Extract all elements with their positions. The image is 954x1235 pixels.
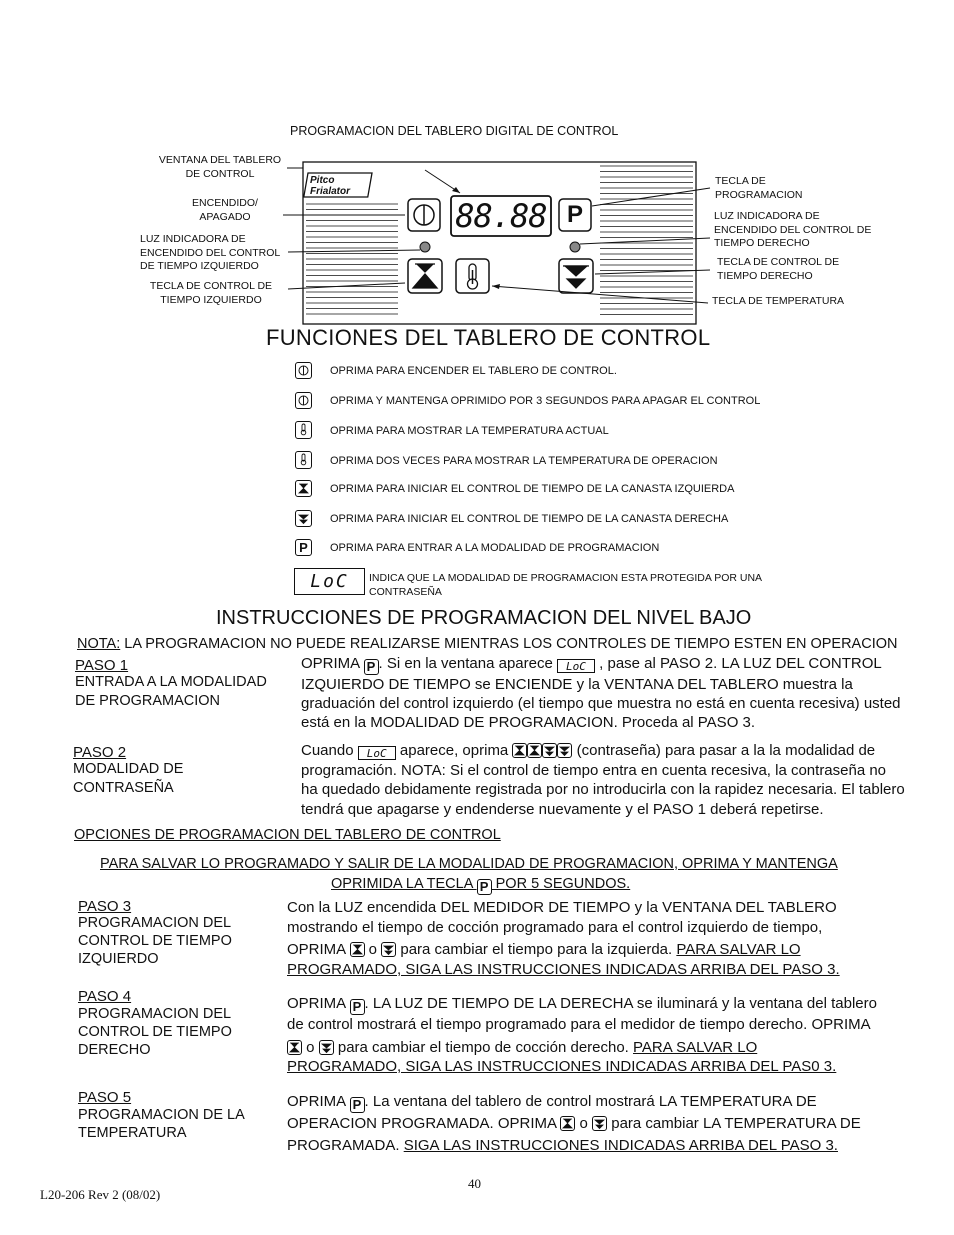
basket-right-icon bbox=[381, 942, 396, 957]
p-key-icon: P bbox=[364, 659, 379, 675]
label-temp: TECLA DE TEMPERATURA bbox=[712, 295, 845, 307]
basket-right-icon bbox=[295, 510, 312, 527]
paso1-label: PASO 1 bbox=[75, 657, 129, 674]
funcion-row: OPRIMA Y MANTENGA OPRIMIDO POR 3 SEGUNDOS PARA APAGAR EL CONTROL bbox=[295, 392, 312, 411]
paso4-label: PASO 4 bbox=[78, 988, 132, 1005]
label-luz-izq: LUZ INDICADORA DE ENCENDIDO DEL CONTROL DE TIEMPO IZQUIERDO bbox=[140, 233, 280, 272]
basket-left-icon bbox=[295, 480, 312, 497]
label-tecla-izq: TECLA DE CONTROL DE TIEMPO IZQUIERDO bbox=[149, 280, 273, 306]
funcion-row: OPRIMA PARA ENCENDER EL TABLERO DE CONTROL. bbox=[295, 362, 312, 382]
paso2-title: MODALIDAD DE CONTRASEÑA bbox=[73, 761, 184, 796]
brand-name: Pitco Frialator bbox=[310, 175, 351, 197]
loc-text: INDICA QUE LA MODALIDAD DE PROGRAMACION ESTA PROTEGIDA POR UNA CONTRASEÑA bbox=[369, 572, 762, 598]
basket-left-icon bbox=[287, 1040, 302, 1055]
loc-icon: LoC bbox=[557, 659, 595, 673]
label-luz-der: LUZ INDICADORA DE ENCENDIDO DEL CONTROL DE TIEMPO DERECHO bbox=[714, 210, 872, 249]
funcion-row: OPRIMA PARA MOSTRAR LA TEMPERATURA ACTUAL bbox=[295, 421, 312, 441]
salvar-line-2: OPRIMIDA LA TECLA P POR 5 SEGUNDOS. bbox=[331, 876, 631, 894]
paso2-label: PASO 2 bbox=[73, 744, 127, 761]
paso3-body: Con la LUZ encendida DEL MEDIDOR DE TIEMPO y la VENTANA DEL TABLERO mostrando el tiempo de cocción programado para el control izquierdo de tiempo, OPRIMA o para cambiar el tiempo para la izquierda. PARA SALVAR LO PROGRAMADO, SIGA LAS INSTRUCCIONES INDICADAS ARRIBA DEL PASO 3. bbox=[287, 899, 840, 978]
nota: NOTA: LA PROGRAMACION NO PUEDE REALIZARSE MIENTRAS LOS CONTROLES DE TIEMPO ESTEN EN OPERACION bbox=[77, 636, 898, 652]
basket-right-icon bbox=[557, 743, 572, 758]
instrucciones-heading: INSTRUCCIONES DE PROGRAMACION DEL NIVEL BAJO bbox=[216, 607, 752, 629]
label-ventana: VENTANA DEL TABLERO DE CONTROL bbox=[158, 154, 282, 180]
basket-left-icon bbox=[560, 1116, 575, 1131]
program-key-letter: P bbox=[566, 201, 583, 228]
paso5-label: PASO 5 bbox=[78, 1089, 132, 1106]
loc-icon: LoC bbox=[358, 746, 396, 760]
page-number: 40 bbox=[468, 1176, 481, 1191]
basket-right-icon bbox=[542, 743, 557, 758]
display-digits: 88.88 bbox=[455, 197, 547, 235]
paso5-body: OPRIMA P . La ventana del tablero de control mostrará LA TEMPERATURA DE OPERACION PROGRAMADA. OPRIMA o para cambiar LA TEMPERATURA DE PROGRAMADA. SIGA LAS INSTRUCCIONES INDICADAS ARRIBA DEL PASO 3. bbox=[287, 1093, 861, 1154]
p-key-icon: P bbox=[350, 999, 365, 1015]
funcion-row: OPRIMA PARA INICIAR EL CONTROL DE TIEMPO DE LA CANASTA DERECHA bbox=[295, 510, 312, 529]
funciones-heading: FUNCIONES DEL TABLERO DE CONTROL bbox=[266, 325, 711, 350]
paso4-body: OPRIMA P . LA LUZ DE TIEMPO DE LA DERECHA se iluminará y la ventana del tablero de control mostrará el tiempo programado para el medidor de tiempo derecho. OPRIMA o para cambiar el tiempo de cocción derecho. PARA SALVAR LO PROGRAMADO, SIGA LAS INSTRUCCIONES INDICADAS ARRIBA DEL PAS0 3. bbox=[287, 995, 877, 1075]
thermometer-icon bbox=[295, 421, 312, 439]
p-key-icon: P bbox=[477, 879, 492, 895]
right-timer-led bbox=[570, 242, 580, 252]
label-prog: TECLA DE PROGRAMACION bbox=[715, 175, 803, 201]
left-timer-led bbox=[420, 242, 430, 252]
power-icon bbox=[295, 362, 312, 379]
label-tecla-der: TECLA DE CONTROL DE TIEMPO DERECHO bbox=[717, 256, 840, 282]
basket-right-icon bbox=[592, 1116, 607, 1131]
doc-id: L20-206 Rev 2 (08/02) bbox=[40, 1187, 161, 1202]
power-icon bbox=[295, 392, 312, 409]
basket-left-icon bbox=[527, 743, 542, 758]
p-key-icon: P bbox=[295, 539, 312, 556]
paso1-title: ENTRADA A LA MODALIDAD DE PROGRAMACION bbox=[75, 674, 267, 709]
opciones-heading: OPCIONES DE PROGRAMACION DEL TABLERO DE CONTROL bbox=[74, 827, 501, 843]
loc-display-box: LoC bbox=[294, 568, 365, 595]
paso1-body: OPRIMA P . Si en la ventana aparece LoC , pase al PASO 2. LA LUZ DEL CONTROL IZQUIERDO DE TIEMPO se ENCIENDE y la VENTANA DEL TABLERO muestra la graduación del control izquierdo (el tiempo que muestra no está en cuenta recesiva) usted está en la MODALIDAD DE PROGRAMACION. Proceda al PASO 3. bbox=[301, 655, 901, 731]
thermometer-icon bbox=[295, 451, 312, 469]
diagram-title: PROGRAMACION DEL TABLERO DIGITAL DE CONTROL bbox=[290, 124, 619, 138]
basket-left-icon bbox=[350, 942, 365, 957]
basket-left-icon bbox=[512, 743, 527, 758]
funcion-row: OPRIMA DOS VECES PARA MOSTRAR LA TEMPERATURA DE OPERACION bbox=[295, 451, 312, 471]
paso4-title: PROGRAMACION DEL CONTROL DE TIEMPO DERECHO bbox=[78, 1006, 232, 1058]
paso5-title: PROGRAMACION DE LA TEMPERATURA bbox=[78, 1107, 244, 1141]
p-key-icon: P bbox=[350, 1097, 365, 1113]
funcion-row: OPRIMA PARA INICIAR EL CONTROL DE TIEMPO DE LA CANASTA IZQUIERDA bbox=[295, 480, 312, 499]
paso3-label: PASO 3 bbox=[78, 898, 132, 915]
paso3-title: PROGRAMACION DEL CONTROL DE TIEMPO IZQUIERDO bbox=[78, 915, 232, 967]
basket-right-icon bbox=[319, 1040, 334, 1055]
salvar-line-1: PARA SALVAR LO PROGRAMADO Y SALIR DE LA MODALIDAD DE PROGRAMACION, OPRIMA Y MANTENGA bbox=[100, 856, 838, 872]
paso2-body: Cuando LoC aparece, oprima (contraseña) para pasar a la la modalidad de programación. NOTA: Si el control de tiempo entra en cuenta recesiva, la contraseña no ha quedado debidamente registrada por no introducirla con la rapidez necesaria. El tablero tendrá que apagarse y endenderse nuevamente y el PASO 1 deberá repetirse. bbox=[301, 742, 905, 818]
label-encendido: ENCENDIDO/ APAGADO bbox=[192, 197, 258, 223]
